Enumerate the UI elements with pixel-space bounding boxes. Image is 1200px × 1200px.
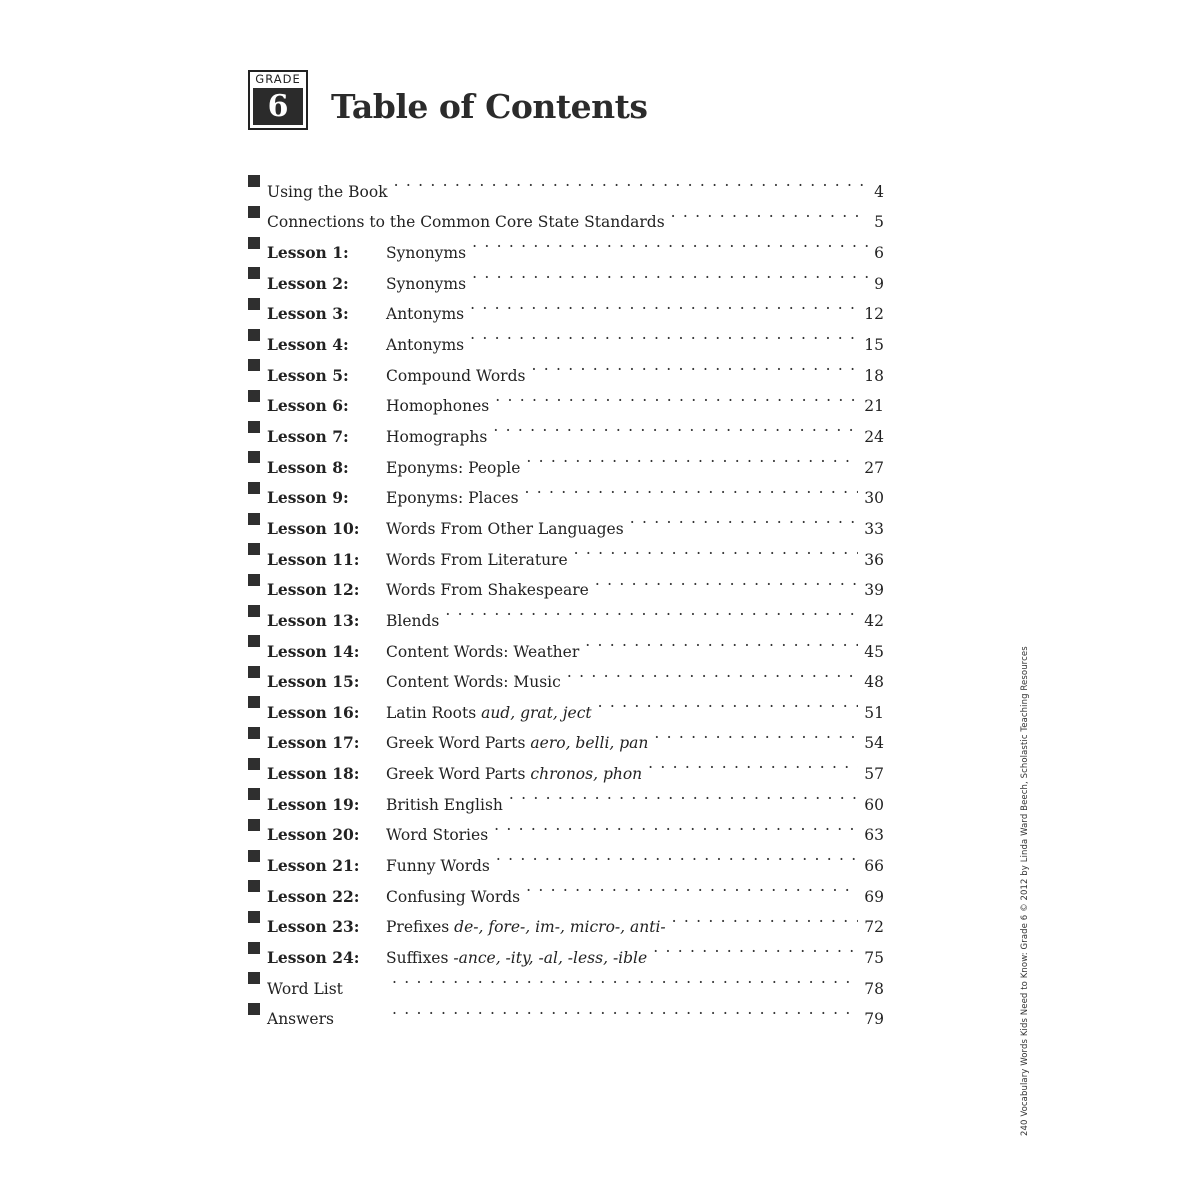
lesson-label: Lesson 5: [267, 365, 349, 385]
square-bullet-icon [248, 942, 260, 954]
topic-text: Synonyms [386, 274, 467, 293]
lesson-label: Lesson 14: [267, 641, 360, 661]
topic-italic-text: -ance, -ity, -al, -less, -ible [453, 949, 648, 968]
page-number: 48 [864, 673, 884, 692]
square-bullet-icon [248, 329, 260, 341]
topic-italic-text: chronos, phon [530, 765, 643, 784]
dot-leader [574, 534, 859, 565]
page-number: 30 [864, 489, 884, 508]
topic-text: Homographs [386, 427, 488, 446]
lesson-topic [386, 269, 466, 300]
page-number: 5 [874, 213, 884, 232]
lesson-label: Lesson 8: [267, 457, 349, 477]
page-title: Table of Contents [331, 87, 648, 126]
topic-italic-text: aud, grat, ject [481, 703, 592, 722]
page-number: 33 [864, 519, 884, 538]
lesson-topic [386, 882, 520, 913]
square-bullet-icon [248, 451, 260, 463]
dot-leader [526, 442, 858, 473]
square-bullet-icon [248, 819, 260, 831]
dot-leader [392, 994, 858, 1025]
topic-text: Confusing Words [386, 887, 521, 906]
dot-leader [445, 595, 858, 626]
section-label: Word List [267, 979, 343, 998]
topic-text: Words From Shakespeare [386, 581, 589, 600]
square-bullet-icon [248, 727, 260, 739]
square-bullet-icon [248, 880, 260, 892]
lesson-label: Lesson 2: [267, 273, 349, 293]
dot-leader [671, 197, 868, 228]
square-bullet-icon [248, 666, 260, 678]
square-bullet-icon [248, 390, 260, 402]
dot-leader [472, 258, 868, 289]
page-number: 15 [864, 335, 884, 354]
dot-leader [392, 963, 858, 994]
dot-leader [509, 779, 858, 810]
lesson-label: Lesson 18: [267, 764, 360, 784]
page-number: 69 [864, 887, 884, 906]
section-label: Connections to the Common Core State Standards [267, 213, 665, 232]
topic-text: Latin Roots [386, 703, 482, 722]
dot-leader [531, 350, 858, 381]
page-number: 45 [864, 642, 884, 661]
topic-text: Word Stories [386, 826, 489, 845]
lesson-label: Lesson 24: [267, 948, 360, 968]
page-number: 57 [864, 765, 884, 784]
lesson-topic [386, 851, 490, 882]
page-number: 12 [864, 305, 884, 324]
lesson-label: Lesson 11: [267, 549, 360, 569]
lesson-topic [386, 606, 439, 637]
dot-leader [653, 932, 858, 963]
dot-leader [595, 565, 858, 596]
section-label: Using the Book [267, 182, 388, 201]
square-bullet-icon [248, 911, 260, 923]
lesson-topic [386, 330, 464, 361]
lesson-label: Lesson 23: [267, 917, 360, 937]
lesson-label: Lesson 10: [267, 518, 360, 538]
topic-italic-text: de-, fore-, im-, micro-, anti- [454, 918, 666, 937]
dot-leader [525, 473, 859, 504]
square-bullet-icon [248, 605, 260, 617]
square-bullet-icon [248, 267, 260, 279]
lesson-topic [386, 299, 464, 330]
square-bullet-icon [248, 421, 260, 433]
dot-leader [494, 810, 858, 841]
topic-text: Greek Word Parts [386, 765, 531, 784]
square-bullet-icon [248, 237, 260, 249]
dot-leader [394, 166, 869, 197]
lesson-label: Lesson 21: [267, 856, 360, 876]
square-bullet-icon [248, 635, 260, 647]
dot-leader [496, 840, 858, 871]
dot-leader [585, 626, 858, 657]
topic-text: Compound Words [386, 366, 526, 385]
lesson-topic [386, 391, 489, 422]
dot-leader [654, 718, 858, 749]
topic-text: Eponyms: Places [386, 489, 519, 508]
topic-text: Antonyms [386, 305, 465, 324]
lesson-label: Lesson 19: [267, 794, 360, 814]
square-bullet-icon [248, 482, 260, 494]
dot-leader [672, 902, 859, 933]
page-number: 6 [874, 243, 884, 262]
lesson-topic [386, 667, 561, 698]
lesson-topic [386, 422, 487, 453]
square-bullet-icon [248, 298, 260, 310]
topic-text: Words From Other Languages [386, 519, 624, 538]
square-bullet-icon [248, 543, 260, 555]
grade-label: GRADE [255, 72, 301, 86]
dot-leader [648, 748, 858, 779]
dot-leader [567, 657, 858, 688]
page-number: 75 [864, 949, 884, 968]
topic-text: Homophones [386, 397, 490, 416]
topic-text: Blends [386, 611, 440, 630]
page-number: 36 [864, 550, 884, 569]
dot-leader [470, 319, 858, 350]
topic-text: Words From Literature [386, 550, 568, 569]
dot-leader [526, 871, 858, 902]
lesson-topic [386, 453, 520, 484]
square-bullet-icon [248, 696, 260, 708]
page-number: 79 [864, 1010, 884, 1029]
lesson-topic [386, 637, 579, 668]
topic-italic-text: aero, belli, pan [530, 734, 649, 753]
page-number: 51 [864, 703, 884, 722]
page-number: 9 [874, 274, 884, 293]
square-bullet-icon [248, 513, 260, 525]
lesson-topic [386, 790, 503, 821]
square-bullet-icon [248, 972, 260, 984]
page-number: 78 [864, 979, 884, 998]
grade-badge [248, 70, 308, 130]
lesson-label: Lesson 20: [267, 825, 360, 845]
page-number: 21 [864, 397, 884, 416]
toc-entry [248, 166, 884, 201]
topic-text: Antonyms [386, 335, 465, 354]
dot-leader [493, 411, 858, 442]
topic-text: Suffixes [386, 949, 454, 968]
page-number: 18 [864, 366, 884, 385]
lesson-topic [386, 238, 466, 269]
square-bullet-icon [248, 1003, 260, 1015]
topic-text: Funny Words [386, 857, 490, 876]
lesson-topic [386, 483, 519, 514]
square-bullet-icon [248, 175, 260, 187]
page-number: 54 [864, 734, 884, 753]
lesson-label: Lesson 22: [267, 886, 360, 906]
lesson-label: Lesson 7: [267, 426, 349, 446]
square-bullet-icon [248, 758, 260, 770]
page-number: 72 [864, 918, 884, 937]
page-number: 63 [864, 826, 884, 845]
dot-leader [472, 227, 868, 258]
lesson-label: Lesson 3: [267, 304, 349, 324]
dot-leader [630, 503, 859, 534]
lesson-topic [386, 545, 568, 576]
page-number: 39 [864, 581, 884, 600]
square-bullet-icon [248, 788, 260, 800]
lesson-label: Lesson 4: [267, 334, 349, 354]
dot-leader [495, 381, 858, 412]
page-number: 24 [864, 427, 884, 446]
page-number: 4 [874, 182, 884, 201]
grade-number: 6 [253, 88, 303, 125]
square-bullet-icon [248, 359, 260, 371]
lesson-topic [386, 698, 592, 729]
lesson-label: Lesson 13: [267, 610, 360, 630]
topic-text: Eponyms: People [386, 458, 521, 477]
dot-leader [598, 687, 859, 718]
dot-leader [470, 289, 858, 320]
table-of-contents [248, 166, 884, 1029]
copyright-credit: 240 Vocabulary Words Kids Need to Know: Grade 6 © 2012 by Linda Ward Beech, Scholastic Teaching Resources [1020, 646, 1030, 1136]
lesson-topic [386, 820, 488, 851]
lesson-label: Lesson 17: [267, 733, 360, 753]
square-bullet-icon [248, 850, 260, 862]
lesson-topic [386, 912, 666, 943]
lesson-topic [386, 728, 648, 759]
topic-text: Content Words: Weather [386, 642, 580, 661]
topic-text: Greek Word Parts [386, 734, 531, 753]
page-number: 27 [864, 458, 884, 477]
topic-text: British English [386, 795, 503, 814]
page-number: 60 [864, 795, 884, 814]
section-label: Answers [267, 1010, 334, 1029]
topic-text: Content Words: Music [386, 673, 561, 692]
lesson-label: Lesson 1: [267, 242, 349, 262]
lesson-label: Lesson 12: [267, 580, 360, 600]
topic-text: Synonyms [386, 243, 467, 262]
lesson-label: Lesson 6: [267, 396, 349, 416]
lesson-label: Lesson 9: [267, 488, 349, 508]
page-number: 66 [864, 857, 884, 876]
page-number: 42 [864, 611, 884, 630]
lesson-label: Lesson 15: [267, 672, 360, 692]
square-bullet-icon [248, 574, 260, 586]
topic-text: Prefixes [386, 918, 455, 937]
square-bullet-icon [248, 206, 260, 218]
lesson-label: Lesson 16: [267, 702, 360, 722]
